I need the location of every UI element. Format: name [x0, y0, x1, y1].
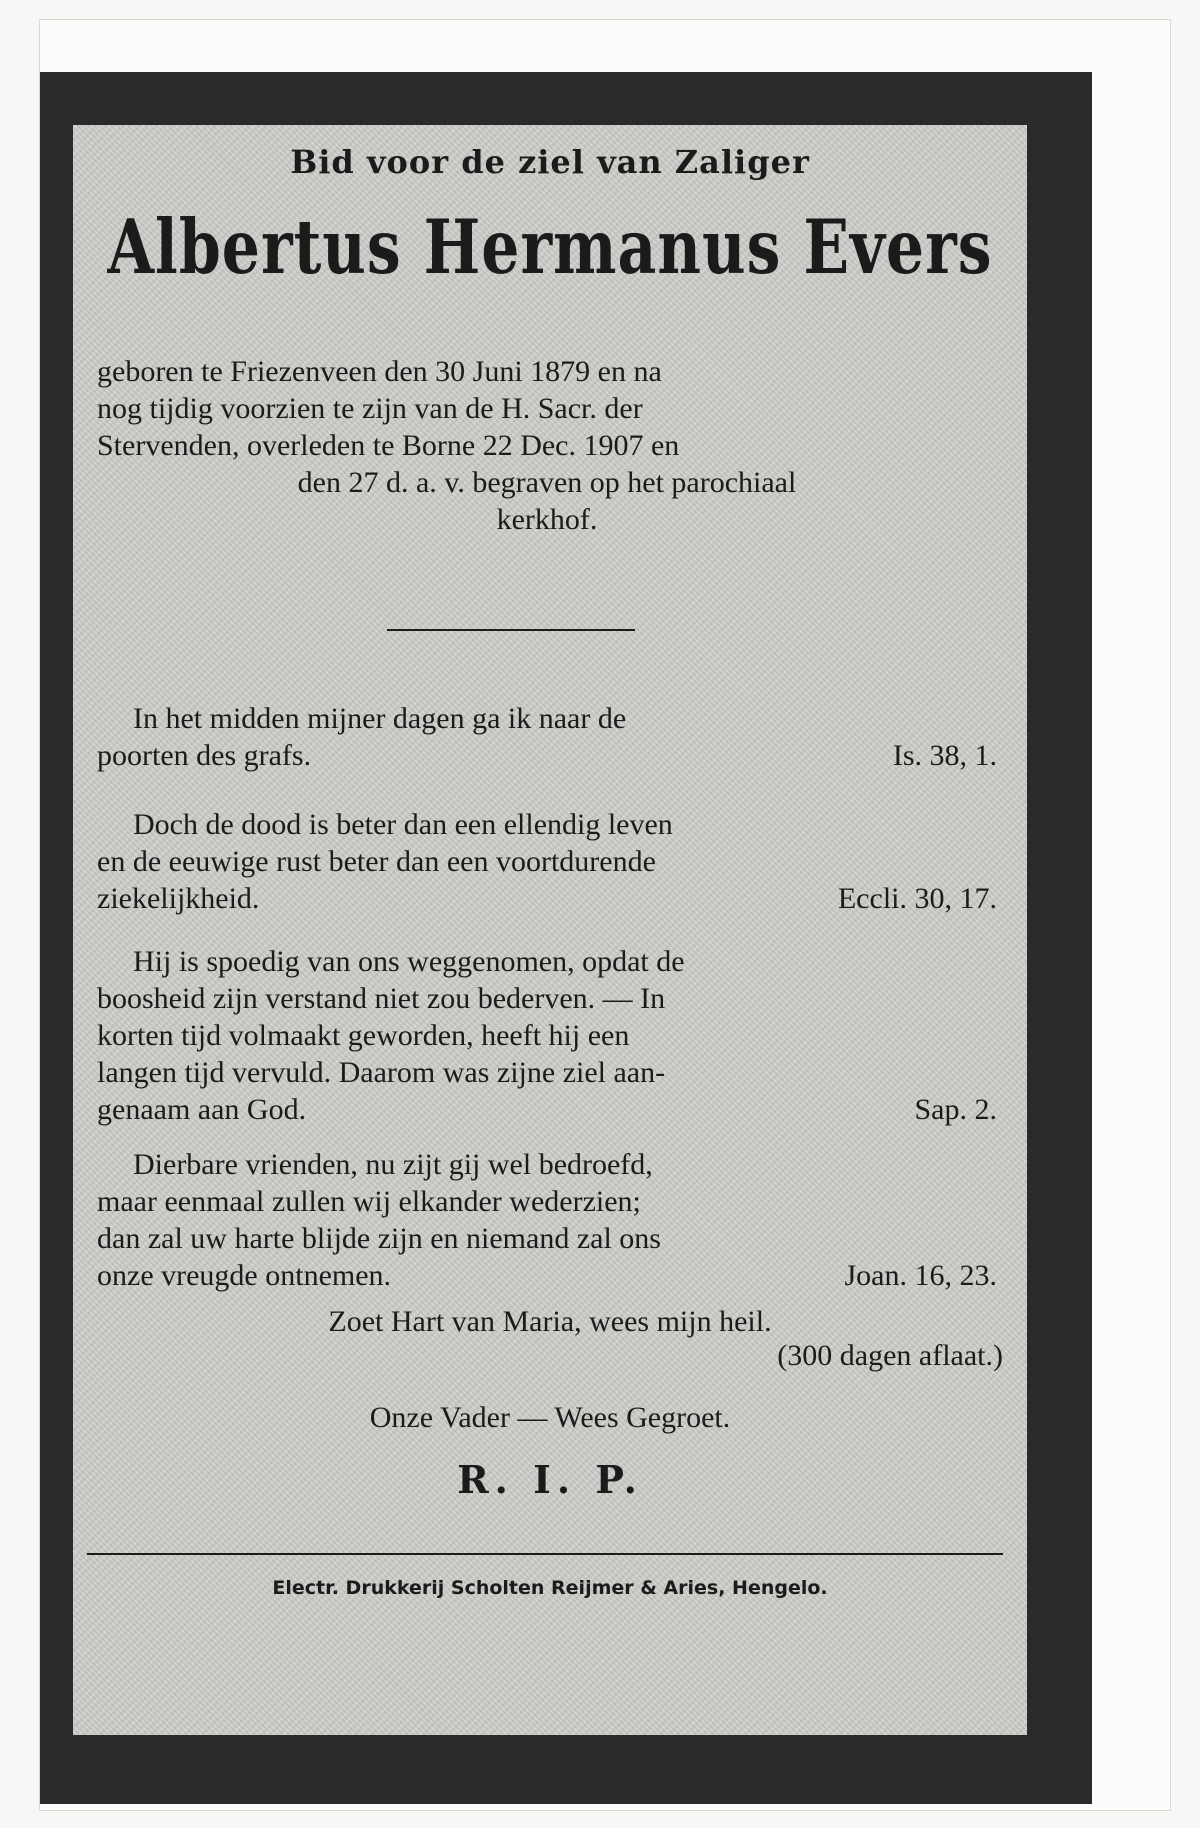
indulgence-note: (300 dagen aflaat.) — [777, 1339, 1003, 1372]
verse-line: Doch de dood is beter dan een ellendig leven — [133, 808, 673, 841]
memorial-card — [73, 125, 1027, 1735]
verse-text: genaam aan God. — [97, 1093, 307, 1126]
verse-text: ziekelijkheid. — [97, 882, 260, 915]
verse-line: korten tijd volmaakt geworden, heeft hij een — [97, 1019, 630, 1052]
verse-reference: Sap. 2. — [914, 1093, 997, 1126]
verse-line: en de eeuwige rust beter dan een voortdurende — [97, 845, 656, 878]
verse-block — [97, 943, 997, 1128]
verse-text: onze vreugde ontnemen. — [97, 1259, 392, 1292]
verse-reference: Joan. 16, 23. — [844, 1259, 997, 1292]
verse-block — [97, 1146, 997, 1294]
verse-line — [97, 1257, 997, 1294]
prayers-line: Onze Vader — Wees Gegroet. — [369, 1401, 731, 1434]
verse-line: boosheid zijn verstand niet zou bederven. — In — [97, 982, 666, 1015]
deceased-name: Albertus Hermanus Evers — [107, 204, 993, 292]
notice-line: den 27 d. a. v. begraven op het parochiaal — [297, 466, 797, 499]
verse-line: dan zal uw harte blijde zijn en niemand zal ons — [97, 1222, 661, 1255]
verse-reference: Eccli. 30, 17. — [837, 882, 997, 915]
verse-line — [97, 880, 997, 917]
verse-line: langen tijd vervuld. Daarom was zijne ziel aan- — [97, 1056, 666, 1089]
verse-line — [97, 737, 997, 774]
notice-line: Stervenden, overleden te Borne 22 Dec. 1907 en — [97, 429, 680, 462]
verse-line — [97, 1091, 997, 1128]
short-divider — [387, 629, 635, 631]
verse-text: poorten des grafs. — [97, 739, 312, 772]
birth-death-notice — [97, 353, 997, 538]
ejaculatory-prayer: Zoet Hart van Maria, wees mijn heil. — [328, 1305, 772, 1338]
printer-credit: Electr. Drukkerij Scholten Reijmer & Aries, Hengelo. — [272, 1577, 828, 1599]
notice-line: kerkhof. — [496, 503, 598, 536]
notice-line: geboren te Friezenveen den 30 Juni 1879 en na — [97, 355, 662, 388]
rip-mark: R. I. P. — [457, 1457, 643, 1502]
verse-line: maar eenmaal zullen wij elkander wederzien; — [97, 1185, 641, 1218]
verse-line: Dierbare vrienden, nu zijt gij wel bedroefd, — [133, 1148, 653, 1181]
verse-block — [97, 806, 997, 917]
footer-divider — [87, 1553, 1003, 1555]
card-heading: Bid voor de ziel van Zaliger — [290, 143, 810, 181]
verse-block — [97, 700, 997, 774]
notice-line: nog tijdig voorzien te zijn van de H. Sacr. der — [97, 392, 643, 425]
verse-line: Hij is spoedig van ons weggenomen, opdat de — [133, 945, 685, 978]
verse-reference: Is. 38, 1. — [892, 739, 997, 772]
verse-line: In het midden mijner dagen ga ik naar de — [133, 702, 627, 735]
